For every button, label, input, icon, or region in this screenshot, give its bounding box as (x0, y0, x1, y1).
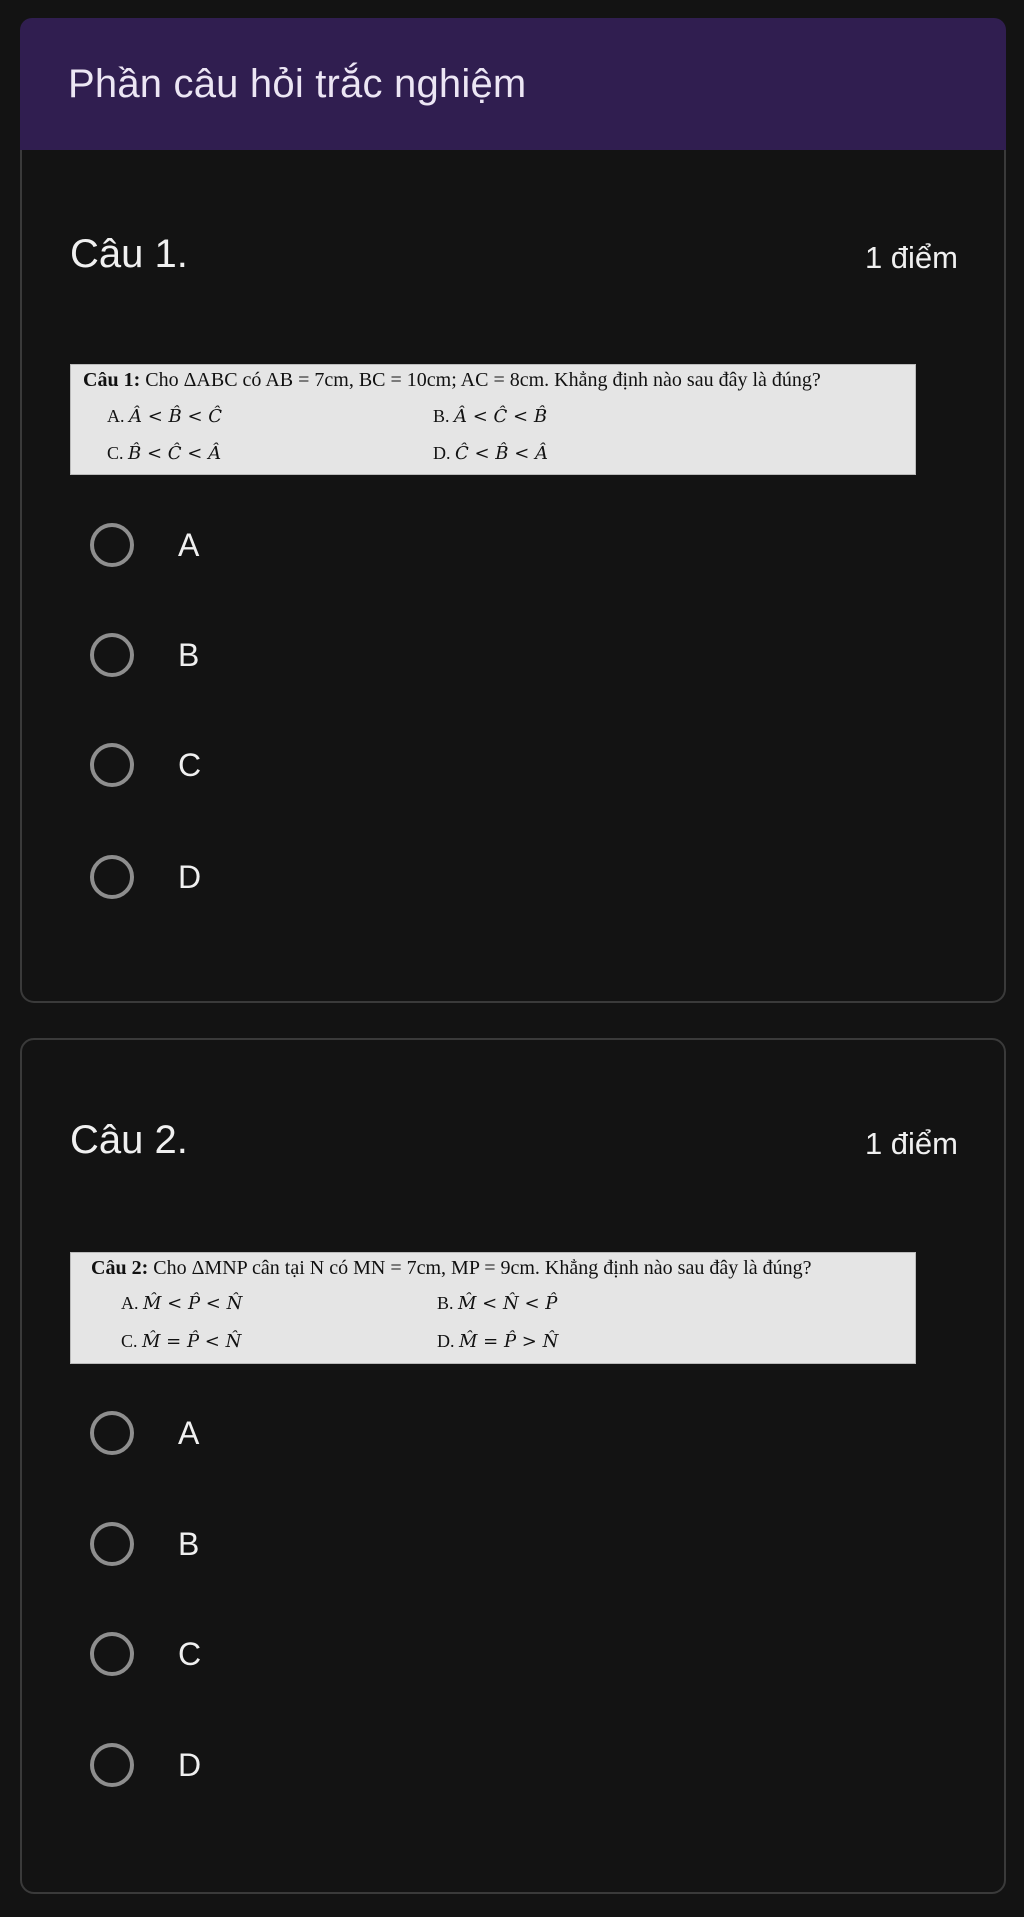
image-option-d: D. Ĉ < B̂ < Â (433, 443, 549, 464)
choice-label: D (178, 1747, 202, 1783)
radio-button[interactable] (90, 523, 134, 567)
radio-button[interactable] (90, 1411, 134, 1455)
choice-label: A (178, 1415, 200, 1451)
question-image (70, 1252, 916, 1364)
image-option-a: A. Â < B̂ < Ĉ (107, 406, 223, 427)
image-option-c: C. B̂ < Ĉ < Â (107, 443, 222, 464)
radio-button[interactable] (90, 1743, 134, 1787)
choice-label: C (178, 1636, 202, 1672)
choice-a[interactable] (70, 513, 470, 577)
choice-b[interactable] (70, 1512, 470, 1576)
choice-label: C (178, 747, 202, 783)
choice-a[interactable] (70, 1401, 470, 1465)
question-image (70, 364, 916, 475)
choice-c[interactable] (70, 733, 470, 797)
choice-d[interactable] (70, 1733, 470, 1797)
image-option-d: D. M̂ = P̂ > N̂ (437, 1331, 559, 1352)
choice-label: B (178, 637, 200, 673)
section-title: Phần câu hỏi trắc nghiệm (68, 62, 527, 106)
question-points: 1 điểm (864, 1126, 958, 1161)
question-title: Câu 1. (70, 232, 188, 276)
question-stem (91, 1257, 907, 1280)
choice-label: B (178, 1526, 200, 1562)
question-stem-text: Cho ΔMNP cân tại N có MN = 7cm, MP = 9cm. Khẳng định nào sau đây là đúng? (153, 1257, 812, 1279)
choice-d[interactable] (70, 845, 470, 909)
radio-button[interactable] (90, 743, 134, 787)
choice-b[interactable] (70, 623, 470, 687)
question-title: Câu 2. (70, 1118, 188, 1162)
image-option-b: B. Â < Ĉ < B̂ (433, 406, 548, 427)
radio-button[interactable] (90, 855, 134, 899)
radio-button[interactable] (90, 1522, 134, 1566)
radio-button[interactable] (90, 633, 134, 677)
question-stem-label: Câu 1: (83, 369, 141, 391)
choice-c[interactable] (70, 1622, 470, 1686)
choice-label: D (178, 859, 202, 895)
question-points: 1 điểm (864, 240, 958, 275)
radio-button[interactable] (90, 1632, 134, 1676)
choice-label: A (178, 527, 200, 563)
question-stem (83, 369, 907, 392)
image-option-c: C. M̂ = P̂ < N̂ (121, 1331, 242, 1352)
question-stem-label: Câu 2: (91, 1257, 149, 1279)
image-option-b: B. M̂ < N̂ < P̂ (437, 1293, 558, 1314)
image-option-a: A. M̂ < P̂ < N̂ (121, 1293, 243, 1314)
question-stem-text: Cho ΔABC có AB = 7cm, BC = 10cm; AC = 8cm. Khẳng định nào sau đây là đúng? (145, 369, 821, 391)
